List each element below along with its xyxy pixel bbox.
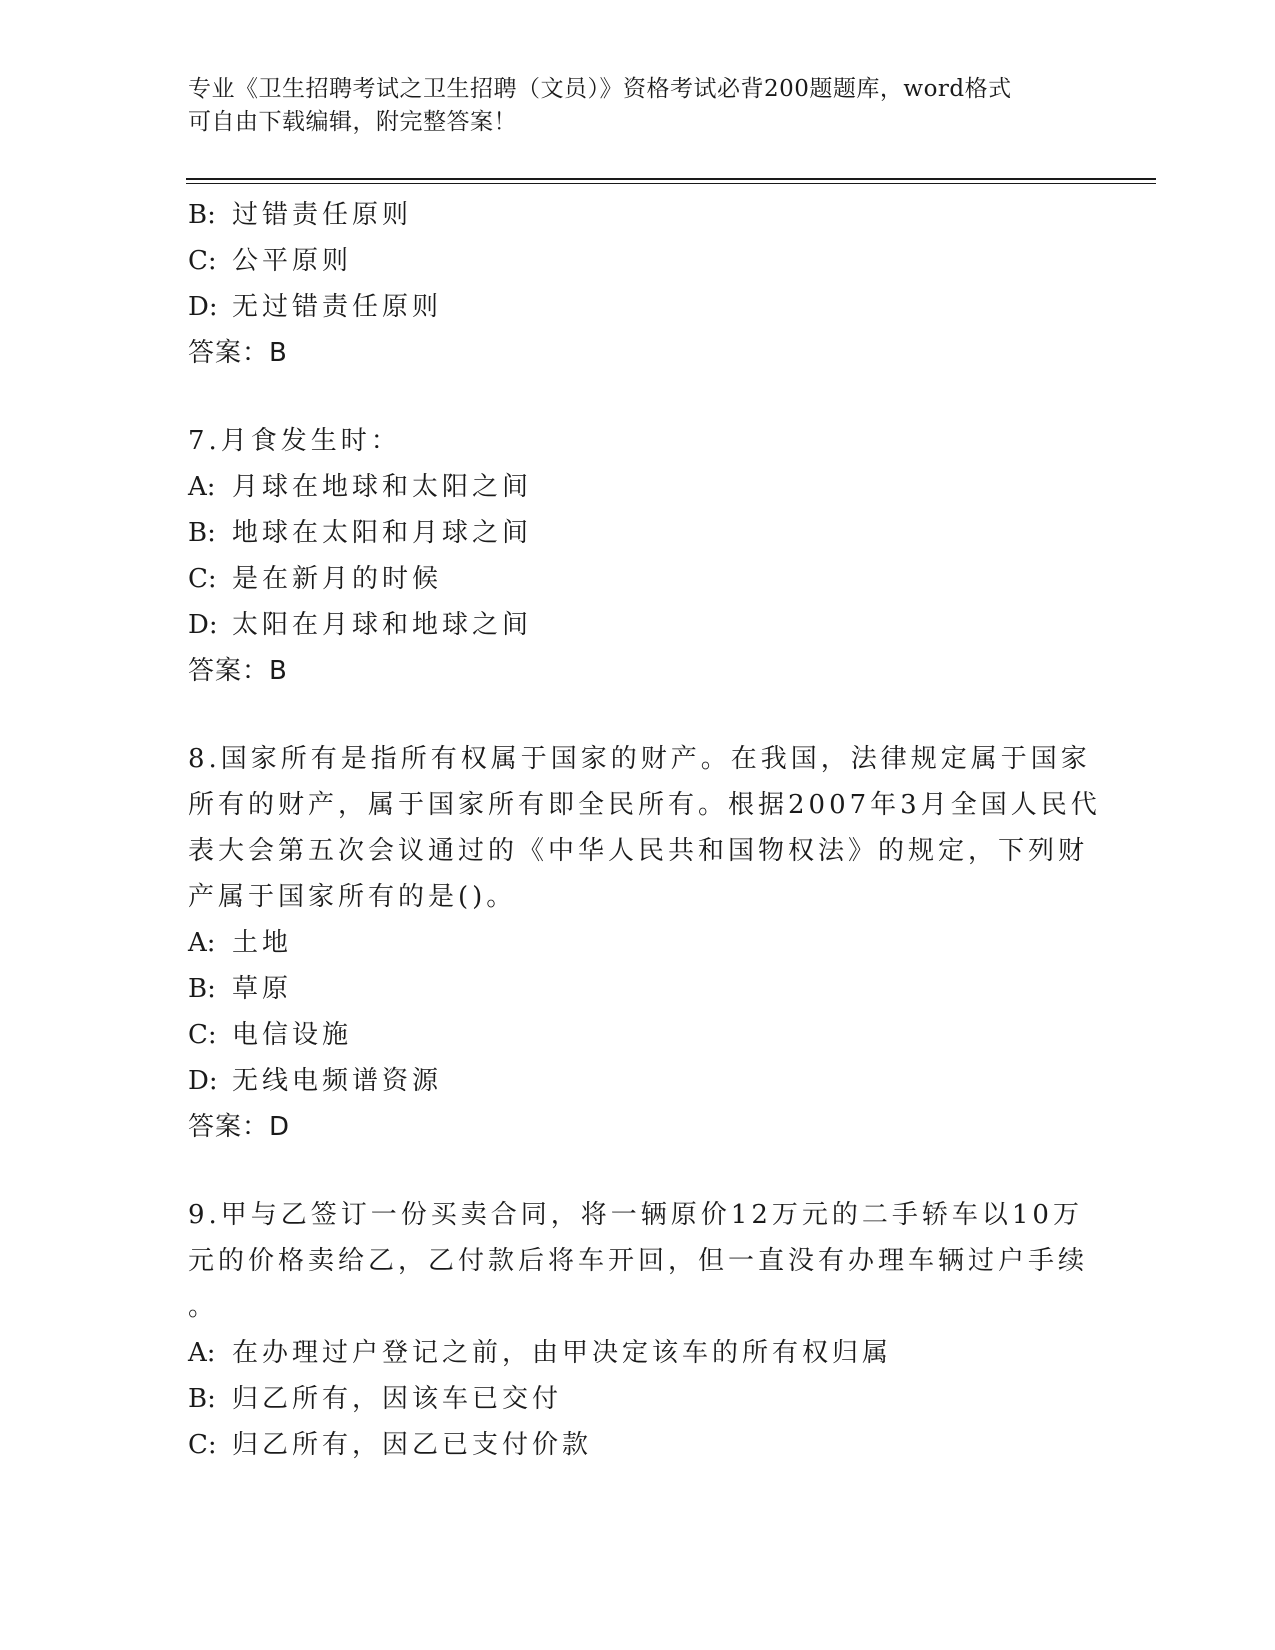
option-c: C: 是在新月的时候: [188, 564, 443, 594]
option-a: A: 在办理过户登记之前，由甲决定该车的所有权归属: [188, 1338, 893, 1368]
document-header: [188, 73, 1068, 139]
answer-line: 答案：B: [188, 338, 288, 368]
header-divider-thick: [186, 178, 1156, 180]
question-stem-line: 所有的财产，属于国家所有即全民所有。根据2007年3月全国人民代: [188, 790, 1101, 820]
option-d: D: 无线电频谱资源: [188, 1066, 443, 1096]
option-c: C: 公平原则: [188, 246, 353, 276]
option-b: B: 草原: [188, 974, 293, 1004]
option-a: A: 土地: [188, 928, 293, 958]
header-divider-thin: [186, 183, 1156, 184]
answer-line: 答案：D: [188, 1112, 291, 1142]
header-title-line-2: 可自由下载编辑，附完整答案！: [188, 109, 517, 135]
question-stem-line: 。: [188, 1292, 219, 1322]
question-8: [188, 736, 1101, 1150]
question-stem-line: 9.甲与乙签订一份买卖合同，将一辆原价12万元的二手轿车以10万: [188, 1200, 1083, 1230]
option-c: C: 电信设施: [188, 1020, 353, 1050]
question-content: [188, 192, 1101, 1468]
option-d: D: 无过错责任原则: [188, 292, 443, 322]
question-stem-line: 产属于国家所有的是()。: [188, 882, 517, 912]
question-9: [188, 1192, 1088, 1468]
option-b: B: 归乙所有，因该车已交付: [188, 1384, 563, 1414]
option-d: D: 太阳在月球和地球之间: [188, 610, 533, 640]
option-b: B: 地球在太阳和月球之间: [188, 518, 533, 548]
question-7: [188, 418, 1088, 694]
option-a: A: 月球在地球和太阳之间: [188, 472, 533, 502]
header-title-line-1: 专业《卫生招聘考试之卫生招聘（文员）》资格考试必背200题题库，word格式: [188, 76, 1012, 102]
question-stem-line: 8.国家所有是指所有权属于国家的财产。在我国，法律规定属于国家: [188, 744, 1091, 774]
question-stem-line: 表大会第五次会议通过的《中华人民共和国物权法》的规定，下列财: [188, 836, 1089, 866]
question-stem: 7.月食发生时：: [188, 426, 401, 456]
answer-line: 答案：B: [188, 656, 288, 686]
option-c: C: 归乙所有，因乙已支付价款: [188, 1430, 593, 1460]
question-6-tail: [188, 192, 1088, 376]
question-stem-line: 元的价格卖给乙，乙付款后将车开回，但一直没有办理车辆过户手续: [188, 1246, 1089, 1276]
option-b: B: 过错责任原则: [188, 200, 413, 230]
